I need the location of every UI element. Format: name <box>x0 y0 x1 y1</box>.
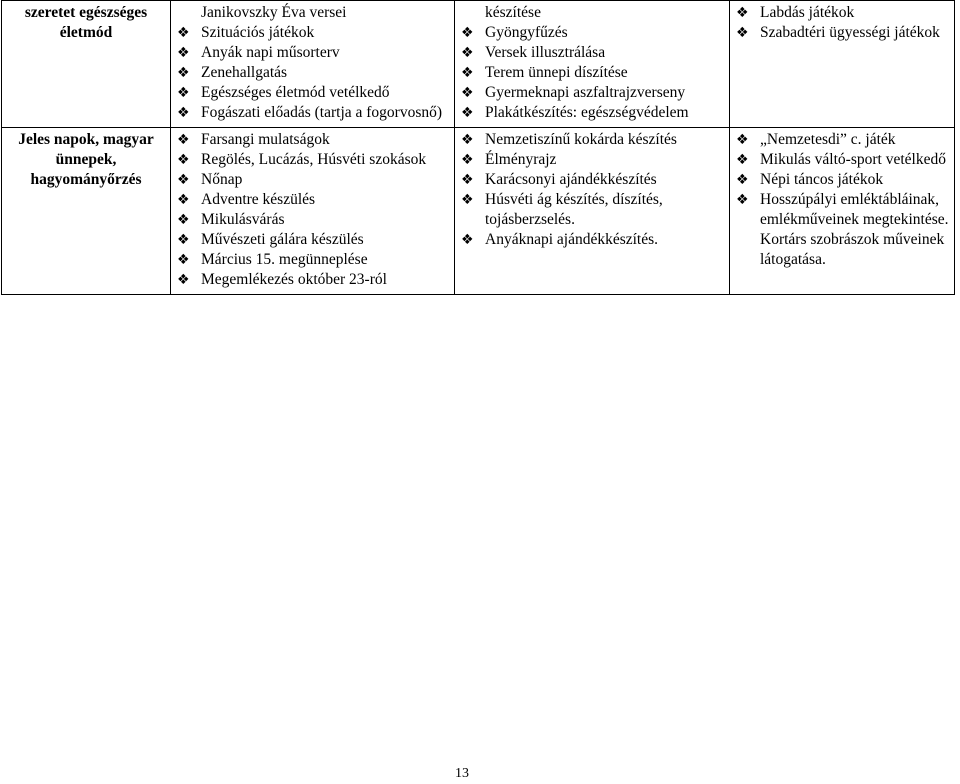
list-item <box>459 63 725 83</box>
diamond-bullet-icon: ❖ <box>461 132 474 148</box>
list-item-text: Mikulás váltó-sport vetélkedő <box>760 151 946 168</box>
program-cell <box>171 128 455 295</box>
creative-activities-cell <box>455 128 730 295</box>
list-item <box>734 190 950 270</box>
diamond-bullet-icon: ❖ <box>461 172 474 188</box>
list-item-text: „Nemzetesdi” c. játék <box>760 131 896 148</box>
list-item <box>459 170 725 190</box>
diamond-bullet-icon: ❖ <box>461 65 474 81</box>
diamond-bullet-icon: ❖ <box>177 232 190 248</box>
list-item-text: Janikovszky Éva versei <box>201 4 347 21</box>
list-item-text: Versek illusztrálása <box>485 44 606 61</box>
list-item <box>175 210 450 230</box>
diamond-bullet-icon: ❖ <box>736 5 749 21</box>
list-item <box>459 190 725 230</box>
list-item-text: Terem ünnepi díszítése <box>485 64 628 81</box>
list-item <box>175 150 450 170</box>
diamond-bullet-icon: ❖ <box>177 85 190 101</box>
list-item <box>459 83 725 103</box>
list-item-text: Mikulásvárás <box>201 211 285 228</box>
diamond-bullet-icon: ❖ <box>177 65 190 81</box>
list-item <box>459 150 725 170</box>
row-heading: Jeles napok, magyar ünnepek, hagyományőrzés <box>2 128 171 295</box>
diamond-bullet-icon: ❖ <box>736 192 749 208</box>
list-item <box>459 23 725 43</box>
list-item <box>175 130 450 150</box>
games-cell <box>730 1 955 128</box>
table-row <box>2 128 955 295</box>
diamond-bullet-icon: ❖ <box>461 232 474 248</box>
diamond-bullet-icon: ❖ <box>177 152 190 168</box>
diamond-bullet-icon: ❖ <box>177 132 190 148</box>
list-item-text: Farsangi mulatságok <box>201 131 330 148</box>
diamond-bullet-icon: ❖ <box>736 172 749 188</box>
list-item-text: Nőnap <box>201 171 243 188</box>
list-item-text: Adventre készülés <box>201 191 316 208</box>
diamond-bullet-icon: ❖ <box>736 25 749 41</box>
creative-activities-list <box>459 3 725 123</box>
list-item <box>734 130 950 150</box>
list-item <box>459 230 725 250</box>
list-item <box>175 190 450 210</box>
list-item-text: Március 15. megünneplése <box>201 251 368 268</box>
list-item-text: Népi táncos játékok <box>760 171 884 188</box>
diamond-bullet-icon: ❖ <box>177 192 190 208</box>
list-item-text: Anyáknapi ajándékkészítés. <box>485 231 659 248</box>
diamond-bullet-icon: ❖ <box>461 105 474 121</box>
diamond-bullet-icon: ❖ <box>461 192 474 208</box>
diamond-bullet-icon: ❖ <box>177 212 190 228</box>
list-item <box>459 43 725 63</box>
list-item <box>734 3 950 23</box>
list-item <box>175 103 450 123</box>
list-item-text: Hosszúpályi emléktábláinak, emlékműveinek megtekintése. Kortárs szobrászok műveinek látogatása. <box>760 191 949 268</box>
list-item-text: Fogászati előadás (tartja a fogorvosnő) <box>201 104 443 121</box>
diamond-bullet-icon: ❖ <box>736 152 749 168</box>
list-item-text: Regölés, Lucázás, Húsvéti szokások <box>201 151 427 168</box>
list-item <box>175 3 450 23</box>
list-item-text: Élményrajz <box>485 151 557 168</box>
list-item-text: Labdás játékok <box>760 4 855 21</box>
list-item <box>734 170 950 190</box>
list-item <box>459 3 725 23</box>
list-item-text: Anyák napi műsorterv <box>201 44 340 61</box>
diamond-bullet-icon: ❖ <box>177 25 190 41</box>
list-item <box>175 43 450 63</box>
program-list <box>175 3 450 123</box>
list-item-text: készítése <box>485 4 541 21</box>
program-list <box>175 130 450 290</box>
program-cell <box>171 1 455 128</box>
list-item-text: Szituációs játékok <box>201 24 315 41</box>
list-item <box>175 230 450 250</box>
list-item-text: Karácsonyi ajándékkészítés <box>485 171 657 188</box>
list-item-text: Húsvéti ág készítés, díszítés, tojásberzselés. <box>485 191 663 228</box>
diamond-bullet-icon: ❖ <box>177 272 190 288</box>
page-number: 13 <box>455 766 469 781</box>
games-list <box>734 130 950 270</box>
activity-table <box>1 0 955 295</box>
list-item <box>175 170 450 190</box>
list-item <box>175 63 450 83</box>
diamond-bullet-icon: ❖ <box>461 45 474 61</box>
list-item <box>175 23 450 43</box>
diamond-bullet-icon: ❖ <box>177 172 190 188</box>
list-item <box>175 250 450 270</box>
list-item-text: Megemlékezés október 23-ról <box>201 271 387 288</box>
diamond-bullet-icon: ❖ <box>461 25 474 41</box>
list-item-text: Gyermeknapi aszfaltrajzverseny <box>485 84 686 101</box>
diamond-bullet-icon: ❖ <box>177 252 190 268</box>
creative-activities-cell <box>455 1 730 128</box>
diamond-bullet-icon: ❖ <box>736 132 749 148</box>
list-item-text: Művészeti gálára készülés <box>201 231 364 248</box>
list-item <box>175 270 450 290</box>
list-item-text: Szabadtéri ügyességi játékok <box>760 24 940 41</box>
list-item-text: Gyöngyfűzés <box>485 24 568 41</box>
list-item <box>175 83 450 103</box>
games-list <box>734 3 950 43</box>
table-row <box>2 1 955 128</box>
diamond-bullet-icon: ❖ <box>177 45 190 61</box>
list-item <box>734 150 950 170</box>
creative-activities-list <box>459 130 725 250</box>
list-item <box>734 23 950 43</box>
list-item-text: Nemzetiszínű kokárda készítés <box>485 131 677 148</box>
row-heading: szeretet egészséges életmód <box>2 1 171 128</box>
list-item-text: Plakátkészítés: egészségvédelem <box>485 104 689 121</box>
games-cell <box>730 128 955 295</box>
list-item <box>459 130 725 150</box>
diamond-bullet-icon: ❖ <box>461 152 474 168</box>
list-item <box>459 103 725 123</box>
diamond-bullet-icon: ❖ <box>177 105 190 121</box>
list-item-text: Zenehallgatás <box>201 64 288 81</box>
diamond-bullet-icon: ❖ <box>461 85 474 101</box>
list-item-text: Egészséges életmód vetélkedő <box>201 84 390 101</box>
